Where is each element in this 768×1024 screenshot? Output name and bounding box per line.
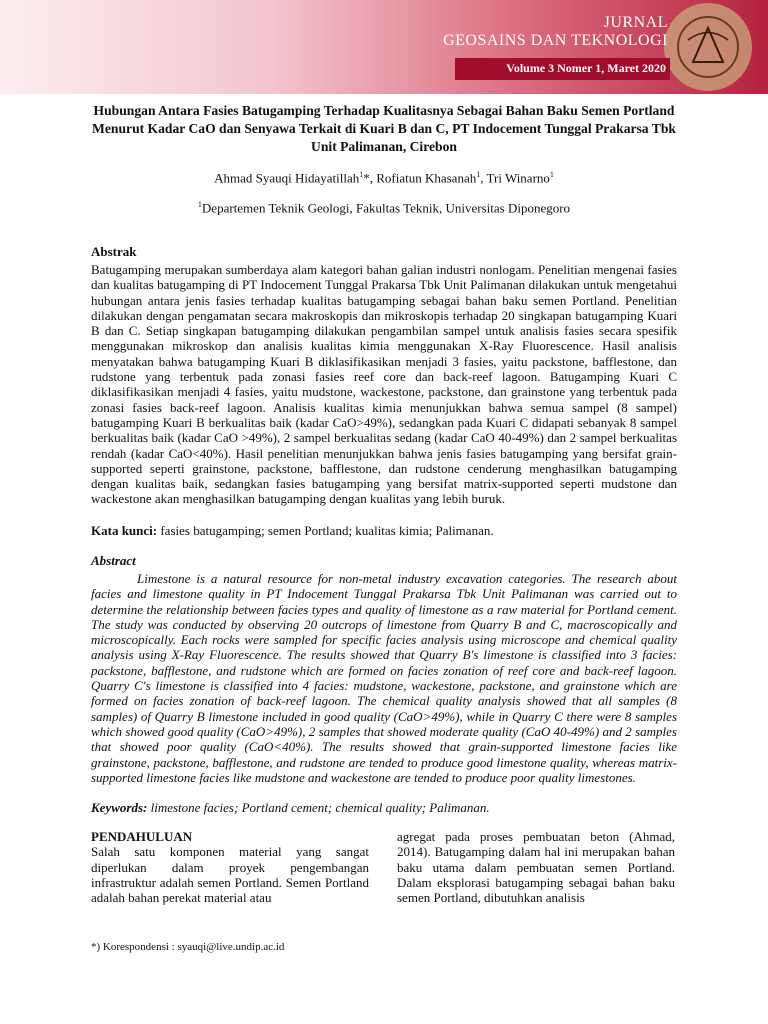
author-name: Ahmad Syauqi Hidayatillah	[214, 170, 360, 186]
affiliation-text: Departemen Teknik Geologi, Fakultas Teknik, Universitas Diponegoro	[201, 200, 571, 216]
abstrak-heading: Abstrak	[91, 244, 137, 259]
intro-left-text: Salah satu komponen material yang sangat diperlukan dalam proyek pengembangan infrastruktur adalah semen Portland. Semen Portland adalah bahan perekat material atau	[91, 844, 369, 906]
journal-line1: JURNAL	[603, 14, 668, 31]
intro-left-column	[91, 829, 369, 905]
intro-heading: PENDAHULUAN	[91, 829, 193, 844]
keywords-label: Keywords:	[91, 800, 148, 815]
affiliation-marker: 1	[476, 170, 481, 179]
intro-right-text: agregat pada proses pembuatan beton (Ahmad, 2014). Batugamping dalam hal ini merupakan bahan baku utama dalam pembuatan semen Portland. Dalam eksplorasi batugamping sebagai bahan baku semen Portland, dibutuhkan analisis	[397, 829, 675, 906]
keywords	[91, 800, 677, 816]
footnote-correspondence: *) Korespondensi : syauqi@live.undip.ac.id	[91, 941, 285, 953]
intro-right-column	[397, 829, 675, 905]
affiliation-marker: 1	[359, 170, 364, 179]
journal-header-banner	[0, 0, 768, 94]
kata-kunci-text: fasies batugamping; semen Portland; kualitas kimia; Palimanan.	[157, 523, 494, 538]
journal-line2: GEOSAINS DAN TEKNOLOGI	[443, 32, 668, 49]
abstrak-text: Batugamping merupakan sumberdaya alam kategori bahan galian industri nonlogam. Penelitian mengenai fasies dan kualitas batugamping di PT Indocement Tunggal Prakarsa Tbk Unit Palimanan dilakukan untuk mengetahui hubungan antara jenis fasies terhadap kualitas batugamping sebagai bahan baku semen Portland. Penelitian dilakukan dengan pengamatan secara makroskopis dan mikroskopis terhadap 20 singkapan batugamping Kuari B dan C. Setiap singkapan batugamping dilakukan pengambilan sampel untuk analisis fasies secara spesifik menggunakan mikroskop dan analisis kualitas kimia menggunakan X-Ray Fluorescence. Hasil analisis menyatakan bahwa batugamping Kuari B diklasifikasikan menjadi 3 fasies, yaitu packstone, bafflestone, dan rudstone yang terbentuk pada zonasi fasies reef core dan back-reef lagoon. Batugamping Kuari C diklasifikasikan menjadi 4 fasies, yaitu mudstone, wackestone, packstone, dan grainstone yang terbentuk pada zonasi fasies back-reef lagoon. Analisis kualitas kimia menunjukkan bahwa semua sampel (8 sampel) batugamping Kuari B berkualitas baik (kadar CaO>49%), sedangkan pada Kuari C didapati sebanyak 8 sampel berkualitas baik (kadar CaO >49%), 2 sampel berkualitas sedang (kadar CaO 40-49%) dan 2 sampel berkualitas rendah (kadar CaO<40%). Hasil penelitian menunjukkan bahwa jenis fasies batugamping yang bersifat grain-supported seperti grainstone, packstone, bafflestone, dan rudstone cenderung menghasilkan batugamping dengan kualitas baik, sedangkan fasies batugamping yang bersifat matrix-supported seperti mudstone dan wackestone akan menghasilkan batugamping dengan kualitas yang lebih buruk.	[91, 262, 677, 507]
author-list	[90, 170, 678, 186]
abstract-text: Limestone is a natural resource for non-metal industry excavation categories. The research about facies and limestone quality in PT Indocement Tunggal Prakarsa Tbk Unit Palimanan was carried out to determine the relationship between facies types and quality of limestone as a raw material for Portland cement. The study was conducted by observing 20 outcrops of limestone from Quarry B and C, macroscopically and microscopically. Each rocks were sampled for specific facies analysis using microscope and chemical quality analysis using X-Ray Fluorescence. The results showed that Quarry B's limestone is classified into 3 facies: packstone, bafflestone, and rudstone which are formed on facies zonation of reef core and back-reef lagoon. Quarry C's limestone is classified into 4 facies: mudstone, wackestone, packstone, and grainstone which are formed on facies zonation of back-reef lagoon. The chemical quality analysis showed that all samples (8 samples) of Quarry B limestone included in good quality (CaO>49%), while in Quarry C there were 8 samples which showed good quality (CaO>49%), 2 samples that showed moderate quality (CaO 40-49%) and 2 samples that showed poor quality (CaO<40%). The results showed that grain-supported limestone facies like grainstone, packstone, bafflestone, and rudstone are tended to produce good limestone quality, whereas matrix-supported limestone facies like mudstone and wackestone are tended to produce poor quality limestones.	[91, 571, 677, 785]
paper-title: Hubungan Antara Fasies Batugamping Terhadap Kualitasnya Sebagai Bahan Baku Semen Portland Menurut Kadar CaO dan Senyawa Terkait di Kuari B dan C, PT Indocement Tunggal Prakarsa Tbk Unit Palimanan, Cirebon	[92, 103, 676, 154]
affiliation	[90, 200, 678, 216]
corresponding-marker: *,	[363, 170, 377, 186]
kata-kunci	[91, 523, 677, 539]
author-name: Rofiatun Khasanah	[376, 170, 477, 186]
keywords-text: limestone facies; Portland cement; chemical quality; Palimanan.	[147, 800, 490, 815]
volume-info: Volume 3 Nomer 1, Maret 2020	[506, 61, 666, 75]
abstract-heading: Abstract	[91, 553, 136, 568]
author-name: Tri Winarno	[486, 170, 550, 186]
affiliation-marker: 1	[197, 200, 202, 209]
author-separator: ,	[480, 170, 487, 186]
journal-name	[443, 14, 668, 50]
affiliation-marker: 1	[549, 170, 554, 179]
kata-kunci-label: Kata kunci:	[91, 523, 158, 538]
